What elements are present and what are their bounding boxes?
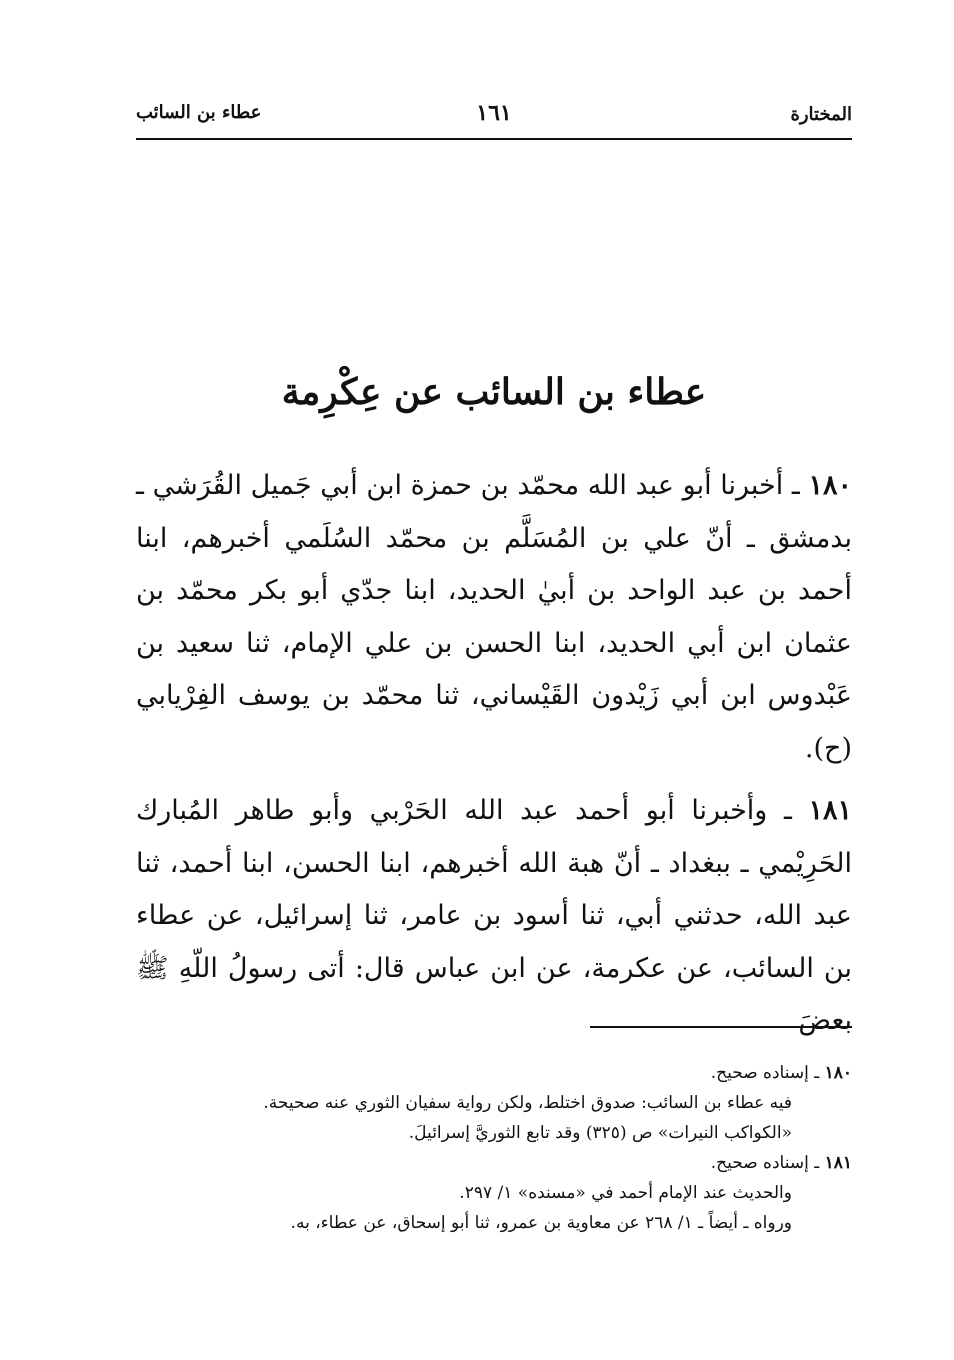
footnote-entry (136, 1148, 852, 1178)
running-header (136, 100, 852, 134)
footnote-line: والحديث عند الإمام أحمد في «مسنده» ١/ ٢٩٧. (459, 1183, 792, 1203)
hadith-entry (136, 785, 852, 1048)
footnote-line: «الكواكب النيرات» ص (٣٢٥) وقد تابع الثوريَّ إسرائيلَ. (408, 1123, 792, 1143)
hadith-entry (136, 460, 852, 775)
footnote-entry (136, 1058, 852, 1088)
hadith-number: ١٨١ (808, 795, 852, 826)
chapter-title: عطاء بن السائب عن عِكْرِمة (281, 371, 707, 413)
footnote-number: ١٨١ (824, 1153, 852, 1173)
footnote-number: ١٨٠ (824, 1063, 852, 1083)
footnote-lead: ـ إسناده صحيح. (710, 1063, 820, 1083)
footnote-rule (590, 1026, 852, 1028)
main-text (136, 460, 852, 1058)
header-rule (136, 138, 852, 140)
book-title: المختارة (790, 104, 852, 125)
footnotes (136, 1058, 852, 1238)
hadith-text: ـ وأخبرنا أبو أحمد عبد الله الحَرْبي وأبو طاهر المُبارك الحَرِيْمي ـ ببغداد ـ أنّ هبة الله أخبرهم، ابنا الحسن، ابنا أحمد، ثنا عبد الله، حدثني أبي، ثنا أسود بن عامر، ثنا إسرائيل، عن عطاء بن السائب، عن عكرمة، عن ابن عباس قال: أتى رسولُ اللّهِ ﷺ بعضَ (136, 795, 852, 1036)
footnote-lead: ـ إسناده صحيح. (710, 1153, 820, 1173)
hadith-number: ١٨٠ (808, 470, 852, 501)
hadith-text: ـ أخبرنا أبو عبد الله محمّد بن حمزة ابن أبي جَميل القُرَشي ـ بدمشق ـ أنّ علي بن المُسَلَّم بن محمّد السُلَمي أخبرهم، ابنا أحمد بن عبد الواحد بن أبيٰ الحديد، ابنا جدّي أبو بكر محمّد بن عثمان ابن أبي الحديد، ابنا الحسن بن علي الإمام، ثنا سعيد بن عَبْدوس ابن أبي زَيْدون القَيْساني، ثنا محمّد بن يوسف الفِرْيابي (ح). (136, 470, 852, 764)
page-number: ١٦١ (476, 100, 512, 126)
footnote-line: فيه عطاء بن السائب: صدوق اختلط، ولكن رواية سفيان الثوري عنه صحيحة. (263, 1093, 792, 1113)
section-title: عطاء بن السائب (136, 102, 262, 123)
footnote-line: ورواه ـ أيضاً ـ ١/ ٢٦٨ عن معاوية بن عمرو، ثنا أبو إسحاق، عن عطاء، به. (290, 1213, 792, 1233)
